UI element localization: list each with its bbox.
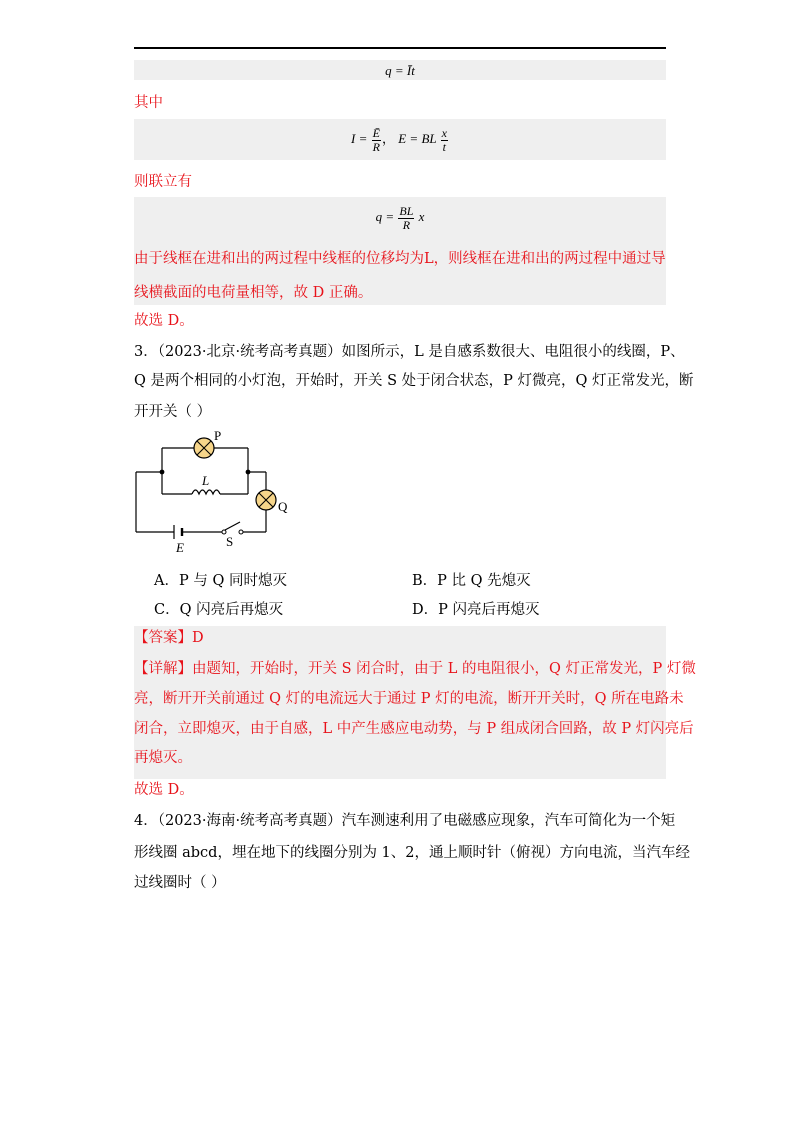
circuit-diagram xyxy=(130,428,300,558)
label-p: P xyxy=(214,428,222,443)
detail-line-1: 【详解】由题知，开始时，开关 S 闭合时，由于 L 的电阻很小，Q 灯正常发光，P 灯微 xyxy=(134,661,696,677)
equation-i-e xyxy=(134,121,666,157)
bulb-p-icon xyxy=(194,438,214,458)
eq-e-lhs: E = BL xyxy=(398,131,437,146)
q3-line-1: 3．（2023·北京·统考高考真题）如图所示，L 是自感系数很大、电阻很小的线圈，P、 xyxy=(134,344,685,360)
option-c: C．Q 闪亮后再熄灭 xyxy=(154,602,284,618)
frac-den: R xyxy=(402,217,411,232)
option-d: D．P 闪亮后再熄灭 xyxy=(412,602,540,618)
q4-line-1: 4．（2023·海南·统考高考真题）汽车测速利用了电磁感应现象，汽车可简化为一个矩 xyxy=(134,813,676,829)
eq-separator: ， xyxy=(381,131,395,146)
equation-q-it: q = Īt xyxy=(385,63,415,78)
explanation-line-2: 线横截面的电荷量相等，故 D 正确。 xyxy=(134,285,373,301)
detail-line-4: 再熄灭。 xyxy=(134,750,192,766)
answer-label: 【答案】D xyxy=(134,630,204,646)
switch-contact xyxy=(239,530,243,534)
detail-line-3: 闭合，立即熄灭，由于自感，L 中产生感应电动势，与 P 组成闭合回路，故 P 灯闪亮后 xyxy=(134,721,694,737)
eq-q-rhs: x xyxy=(418,209,425,224)
frac-num: Ē xyxy=(372,125,380,140)
label-e: E xyxy=(176,540,184,555)
frac-num: BL xyxy=(399,203,414,218)
q3-line-2: Q 是两个相同的小灯泡，开始时，开关 S 处于闭合状态，P 灯微亮，Q 灯正常发光，断 xyxy=(134,373,694,389)
detail-line-2: 亮，断开开关前通过 Q 灯的电流远大于通过 P 灯的电流，断开开关时，Q 所在电路未 xyxy=(134,691,684,707)
q3-choose: 故选 D。 xyxy=(134,782,194,798)
frac-den: t xyxy=(442,139,446,154)
q4-line-3: 过线圈时（ ） xyxy=(134,875,226,891)
fraction-x-over-t xyxy=(441,127,448,154)
top-rule xyxy=(134,47,666,49)
junction-dot xyxy=(246,470,251,475)
eq-q-lhs: q = xyxy=(375,209,395,224)
frac-den: R xyxy=(372,139,380,154)
label-qizhong: 其中 xyxy=(134,95,163,111)
explanation-choose: 故选 D。 xyxy=(134,313,194,329)
option-b: B．P 比 Q 先熄灭 xyxy=(412,573,531,589)
fraction-e-over-r xyxy=(372,127,381,154)
label-q: Q xyxy=(278,499,288,514)
label-l: L xyxy=(202,473,210,488)
frac-num: x xyxy=(441,125,447,140)
q4-line-2: 形线圈 abcd，埋在地下的线圈分别为 1、2，通上顺时针（俯视）方向电流，当汽车经 xyxy=(134,845,690,861)
label-zelian: 则联立有 xyxy=(134,174,192,190)
q3-line-3: 开开关（ ） xyxy=(134,404,212,420)
junction-dot xyxy=(160,470,165,475)
bulb-q-icon xyxy=(256,490,276,510)
option-a: A．P 与 Q 同时熄灭 xyxy=(154,573,287,589)
eq-i-lhs: I = xyxy=(351,131,368,146)
explanation-line-1: 由于线框在进和出的两过程中线框的位移均为L，则线框在进和出的两过程中通过导 xyxy=(134,251,666,267)
fraction-bl-over-r xyxy=(398,205,414,232)
equation-q-blx xyxy=(134,199,666,235)
label-s: S xyxy=(226,534,234,549)
